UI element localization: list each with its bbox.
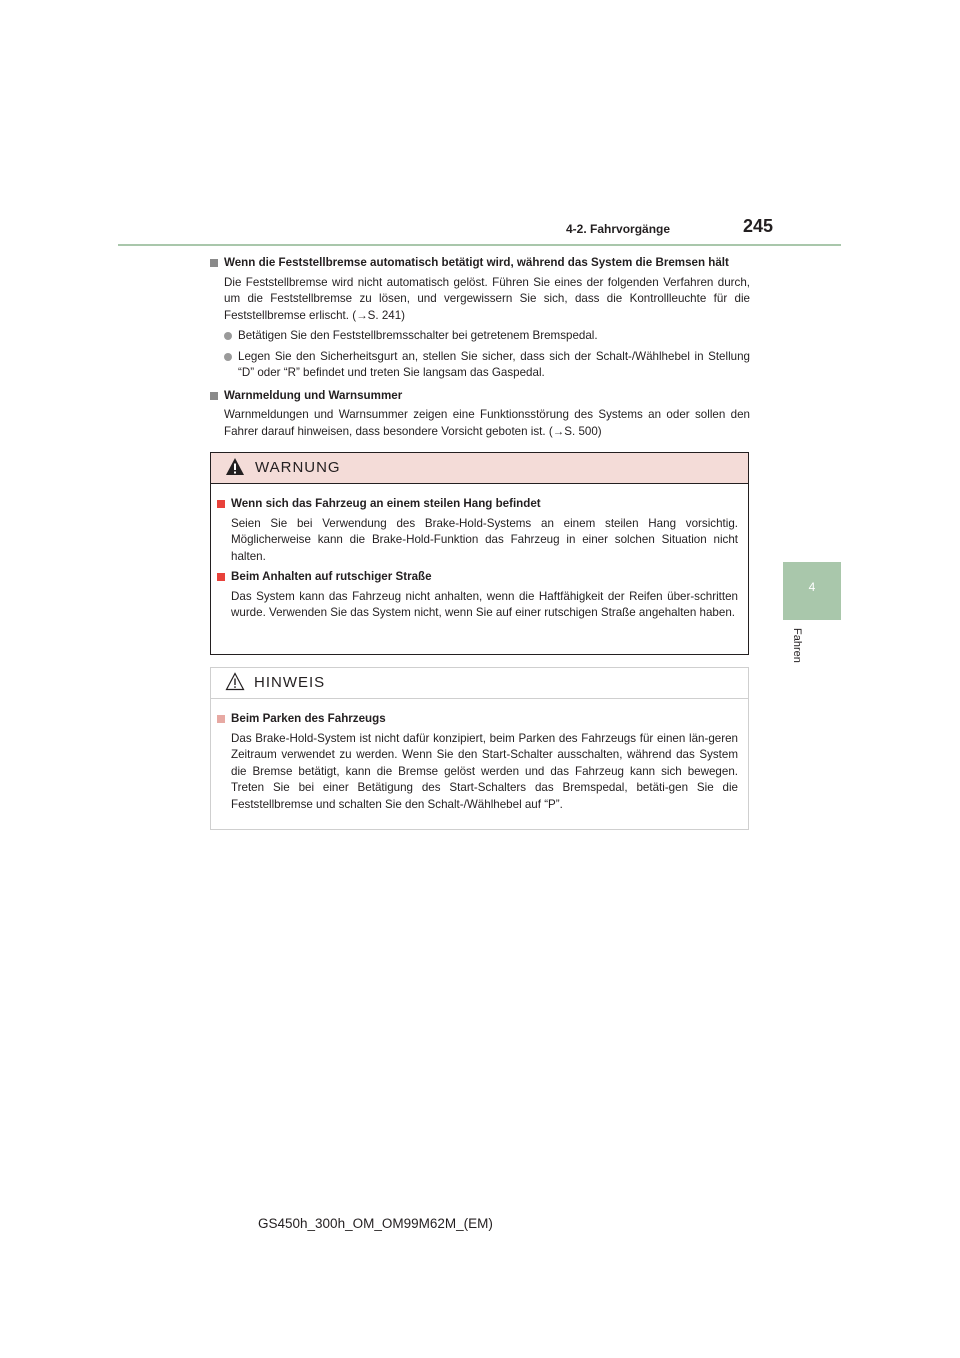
paragraph: Das Brake-Hold-System ist nicht dafür konzipiert, beim Parken des Fahrzeugs für einen län-geren Zeitraum verwendet zu werden. Wenn Sie den Start-Schalter ausschalten, während das System die Bremse betätigt, kann die Bremse gelöst werden und das Fahrzeug kann sich bewegen. Treten Sie bei einer Betätigung des Start-Schalters das Bremspedal, betäti-gen Sie die Feststellbremse und schalten Sie den Schalt-/Wählhebel auf “P”.: [231, 731, 738, 811]
header-divider: [118, 244, 841, 246]
chapter-label: Fahren: [791, 628, 803, 663]
heading-text: Wenn die Feststellbremse automatisch betätigt wird, während das System die Bremsen hält: [224, 256, 729, 269]
heading-text: Beim Anhalten auf rutschiger Straße: [231, 570, 432, 583]
circle-bullet-icon: [224, 353, 232, 361]
warning-body: [211, 484, 748, 622]
paragraph: Die Feststellbremse wird nicht automatisch gelöst. Führen Sie eines der folgenden Verfahren durch, um die Feststellbremse zu lösen, und vergewissern Sie sich, dass die Kontrollleuchte für die Feststellbremse erlischt. (→S. 241): [224, 275, 750, 322]
square-bullet-icon: [210, 392, 218, 400]
warning-heading: [217, 496, 738, 513]
notice-box: [210, 667, 749, 830]
paragraph: Warnmeldungen und Warnsummer zeigen eine Funktionsstörung des Systems an oder sollen den Fahrer darauf hinweisen, dass besondere Vorsicht geboten ist. (→S. 500): [224, 408, 750, 438]
section-title: 4-2. Fahrvorgänge: [566, 222, 671, 236]
list-item: [224, 349, 750, 382]
warning-box: [210, 452, 749, 655]
notice-triangle-icon: [225, 672, 245, 691]
notice-header: [211, 668, 748, 699]
list-item-text: Betätigen Sie den Feststellbremsschalter bei getretenem Bremspedal.: [238, 329, 598, 342]
square-bullet-icon: [210, 259, 218, 267]
chapter-tab: [783, 562, 841, 620]
square-bullet-icon: [217, 500, 225, 508]
heading-text: Warnmeldung und Warnsummer: [224, 388, 403, 402]
notice-heading: [217, 711, 738, 728]
square-bullet-icon: [217, 573, 225, 581]
heading-text: Wenn sich das Fahrzeug an einem steilen Hang befindet: [231, 497, 541, 510]
document-code: GS450h_300h_OM_OM99M62M_(EM): [258, 1216, 493, 1231]
warning-heading: [217, 569, 738, 586]
section-heading: [210, 255, 750, 272]
square-bullet-icon: [217, 715, 225, 723]
warning-title: WARNUNG: [255, 459, 341, 476]
list-item: [224, 328, 750, 345]
list-item-text: Legen Sie den Sicherheitsgurt an, stellen Sie sicher, dass sich der Schalt-/Wählhebel in Stellung “D” oder “R” befindet und treten Sie langsam das Gaspedal.: [238, 349, 750, 379]
warning-triangle-icon: [225, 457, 245, 476]
section-heading: [210, 388, 750, 405]
main-content: [210, 255, 750, 440]
heading-text: Beim Parken des Fahrzeugs: [231, 712, 386, 725]
circle-bullet-icon: [224, 332, 232, 340]
side-divider: [783, 244, 841, 246]
paragraph: Seien Sie bei Verwendung des Brake-Hold-Systems an einem steilen Hang vorsichtig. Möglicherweise kann die Brake-Hold-Funktion das Fahrzeug in einer solchen Situation nicht halten.: [231, 516, 738, 563]
chapter-number: 4: [808, 580, 816, 594]
notice-title: HINWEIS: [254, 674, 326, 691]
notice-body: [211, 699, 748, 813]
paragraph: Das System kann das Fahrzeug nicht anhalten, wenn die Haftfähigkeit der Reifen über-schritten wurde. Verwenden Sie das System nicht, wenn Sie auf einer rutschigen Straße angehalten haben.: [231, 589, 738, 619]
page-number: 245: [743, 216, 774, 236]
warning-header: [211, 453, 748, 484]
